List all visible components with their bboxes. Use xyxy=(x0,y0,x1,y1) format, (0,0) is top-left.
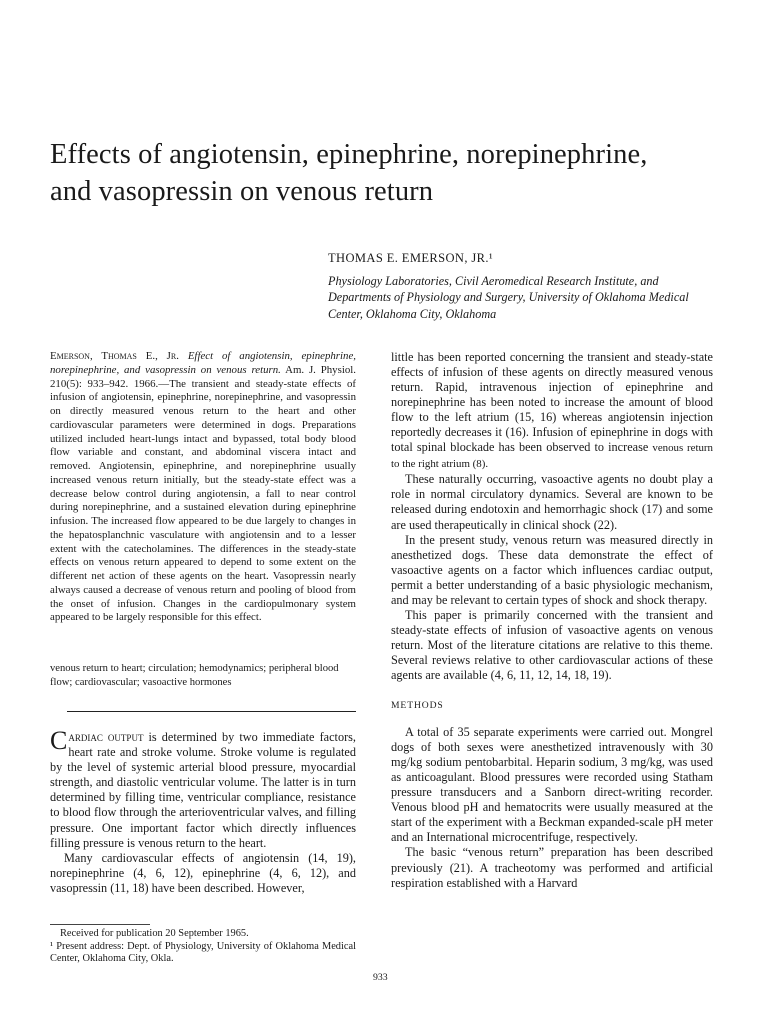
drop-cap: C xyxy=(50,726,68,755)
abstract-body: The transient and steady-state effects of infusion of angiotensin, epinephrine, norepinephrine, and vasopressin on directly measured venous return to the heart and other cardiovascular parameters were determined in dogs. Preparations utilized included heart-lungs intact and bypassed, total body blood flow variable and constant, and abdominal viscera intact and removed. Angiotensin, epinephrine, and norepinephrine usually increased venous return initially, but the steady-state effect was a decrease below control during angiotensin, a fall to near control during norepinephrine, and a sustained elevation during epinephrine infusion. The increased flow appeared to be due largely to changes in the hepatosplanchnic vasculature with angiotensin and to a lesser extent with the catecholamines. The differences in the steady-state effects on venous return appeared to depend to some extent on the different net action of these agents on the heart. Vasopressin nearly always caused a decrease of venous return and pooling of blood from the onset of infusion. Changes in the cardiopulmonary system appeared to be largely responsible for this effect. xyxy=(50,377,356,624)
right-paragraph-3: In the present study, venous return was measured directly in anesthetized dogs. These data demonstrate the effect of vasoactive agents on a factor which influences cardiac output, permit a better understanding of a basic physiologic mechanism, and may be relevant to certain types of shock and shock therapy. xyxy=(391,532,713,607)
intro-paragraph-1-text: is determined by two immediate factors, heart rate and stroke volume. Stroke volume is regulated by the level of systemic arterial blood pressure, myocardial strength, and diastolic ventricular volume. The latter is in turn determined by filling time, ventricular compliance, resistance to blood flow through the arterioventricular valves, and filling pressure. One important factor which directly influences filling pressure is venous return to the heart. xyxy=(50,730,356,850)
author-affiliation: Physiology Laboratories, Civil Aeromedical Research Institute, and Departments of Physiology and Surgery, University of Oklahoma Medical Center, Oklahoma City, Oklahoma xyxy=(328,274,689,321)
intro-paragraph-2: Many cardiovascular effects of angiotensin (14, 19), norepinephrine (4, 6, 12), epinephrine (4, 6, 12), and vasopressin (11, 18) have been described. However, xyxy=(50,850,356,895)
abstract xyxy=(50,350,356,625)
right-paragraph-2: These naturally occurring, vasoactive agents no doubt play a role in normal circulatory dynamics. Several are known to be released during endotoxin and hemorrhagic shock (17) and some are used therapeutically in clinical shock (22). xyxy=(391,472,713,532)
section-divider xyxy=(67,711,356,712)
abstract-text xyxy=(50,350,356,625)
page-number: 933 xyxy=(373,972,388,983)
author-name: THOMAS E. EMERSON, JR.¹ xyxy=(328,251,494,265)
paper-title: Effects of angiotensin, epinephrine, norepinephrine, and vasopressin on venous return xyxy=(50,139,648,207)
right-paragraph-1-tail: venous return to the right atrium (8). xyxy=(391,442,714,471)
methods-heading: METHODS xyxy=(391,700,444,712)
right-paragraph-1 xyxy=(391,350,713,472)
abstract-title: Effect of angiotensin, epinephrine, norepinephrine, and vasopressin on venous return. xyxy=(50,350,356,376)
introduction-column xyxy=(50,726,356,896)
right-paragraph-4: This paper is primarily concerned with the transient and steady-state effects of infusion of vasoactive agents on venous return. Most of the literature citations are relative to this theme. Several reviews relative to other cardiovascular actions of these agents are available (4, 6, 11, 12, 14, 18, 19). xyxy=(391,607,713,682)
address-footnote: ¹ Present address: Dept. of Physiology, University of Oklahoma Medical Center, Oklahoma City, Okla. xyxy=(50,940,356,965)
intro-lead: ardiac output xyxy=(68,730,144,744)
keywords: venous return to heart; circulation; hemodynamics; peripheral blood flow; cardiovascular; vasoactive hormones xyxy=(50,663,339,688)
received-note: Received for publication 20 September 1965. xyxy=(60,928,249,939)
right-column xyxy=(391,350,713,891)
methods-paragraph-2: The basic “venous return” preparation has been described previously (21). A tracheotomy was performed and artificial respiration established with a Harvard xyxy=(391,845,713,890)
right-paragraph-1-text: little has been reported concerning the transient and steady-state effects of infusion of these agents on directly measured venous return. Rapid, intravenous injection of epinephrine and norepinephrine has been noted to increase the amount of blood flow to the left atrium (15, 16) whereas angiotensin injection reportedly decreases it (16). Infusion of epinephrine in dogs with total spinal blockade has been observed to increase xyxy=(391,350,713,455)
abstract-citation: Am. J. Physiol. 210(5): 933–942. 1966.— xyxy=(50,363,356,390)
intro-paragraph-1 xyxy=(50,726,356,851)
methods-paragraph-1: A total of 35 separate experiments were carried out. Mongrel dogs of both sexes were anesthetized intravenously with 30 mg/kg sodium pentobarbital. Heparin sodium, 3 mg/kg, was used as anticoagulant. Blood pressures were recorded using Statham pressure transducers and a Sanborn direct-writing recorder. Venous blood pH and hematocrits were usually measured at the start of the experiment with a Beckman expanded-scale pH meter and an International microcentrifuge, respectively. xyxy=(391,725,713,845)
abstract-author: Emerson, Thomas E., Jr. xyxy=(50,350,179,362)
footnotes xyxy=(50,928,356,966)
footnote-rule xyxy=(50,924,150,925)
